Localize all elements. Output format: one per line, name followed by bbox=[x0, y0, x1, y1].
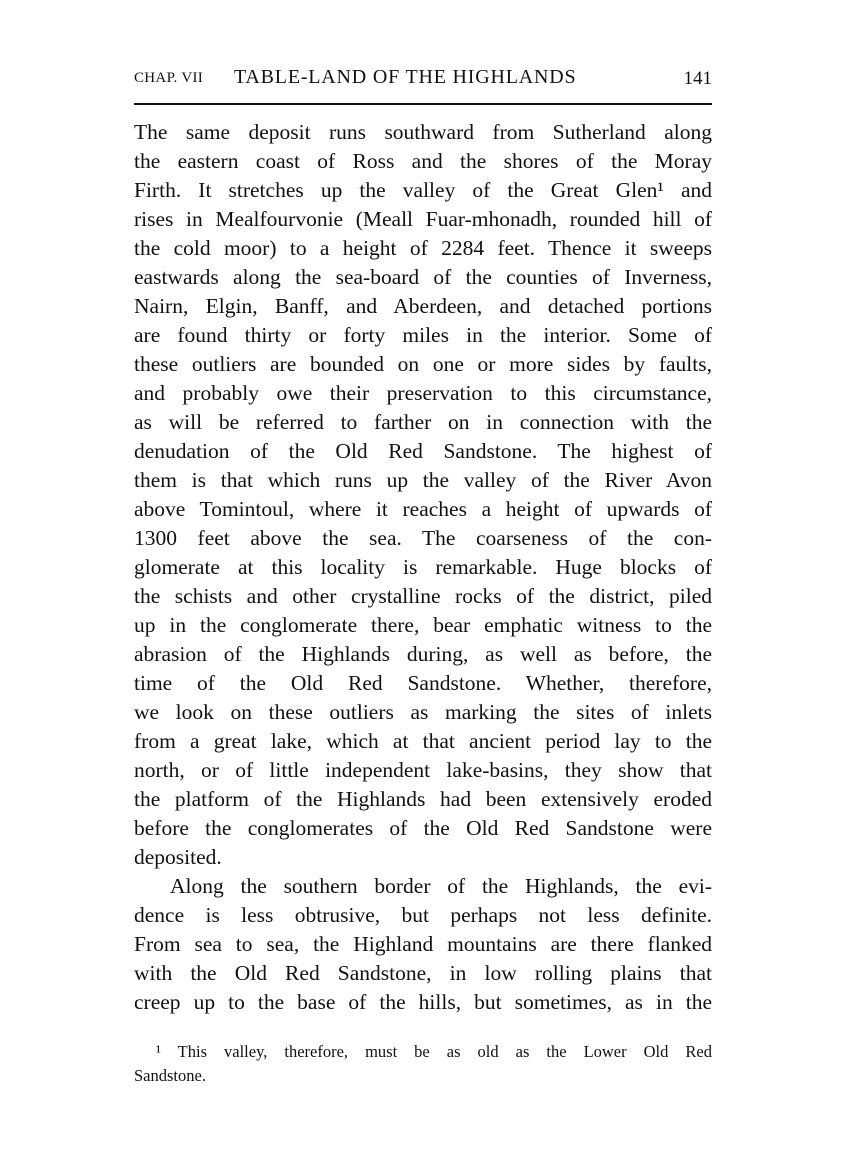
text-line: From sea to sea, the Highland mountains are there flanked bbox=[134, 932, 712, 956]
text-line: from a great lake, which at that ancient period lay to the bbox=[134, 729, 712, 753]
chapter-label: CHAP. VII bbox=[134, 70, 204, 86]
text-line: eastwards along the sea-board of the counties of Inverness, bbox=[134, 265, 712, 289]
page-number: 141 bbox=[683, 68, 712, 89]
text-line: before the conglomerates of the Old Red Sandstone were bbox=[134, 816, 712, 840]
text-line: creep up to the base of the hills, but sometimes, as in the bbox=[134, 990, 712, 1014]
text-line: Firth. It stretches up the valley of the Great Glen¹ and bbox=[134, 178, 712, 202]
text-line: are found thirty or forty miles in the interior. Some of bbox=[134, 323, 712, 347]
text-line: Nairn, Elgin, Banff, and Aberdeen, and detached portions bbox=[134, 294, 712, 318]
text-line: time of the Old Red Sandstone. Whether, therefore, bbox=[134, 671, 712, 695]
body-text bbox=[134, 118, 712, 1017]
text-line: denudation of the Old Red Sandstone. The highest of bbox=[134, 439, 712, 463]
running-title: TABLE-LAND OF THE HIGHLANDS bbox=[234, 66, 577, 88]
text-line: above Tomintoul, where it reaches a height of upwards of bbox=[134, 497, 712, 521]
text-line: the schists and other crystalline rocks of the district, piled bbox=[134, 584, 712, 608]
text-line: 1300 feet above the sea. The coarseness of the con- bbox=[134, 526, 712, 550]
text-line: and probably owe their preservation to this circumstance, bbox=[134, 381, 712, 405]
text-line: the platform of the Highlands had been extensively eroded bbox=[134, 787, 712, 811]
text-line: glomerate at this locality is remarkable. Huge blocks of bbox=[134, 555, 712, 579]
text-line: up in the conglomerate there, bear emphatic witness to the bbox=[134, 613, 712, 637]
text-line: the cold moor) to a height of 2284 feet. Thence it sweeps bbox=[134, 236, 712, 260]
text-line: we look on these outliers as marking the sites of inlets bbox=[134, 700, 712, 724]
text-line: the eastern coast of Ross and the shores of the Moray bbox=[134, 149, 712, 173]
text-line: rises in Mealfourvonie (Meall Fuar-mhonadh, rounded hill of bbox=[134, 207, 712, 231]
running-header bbox=[134, 66, 712, 96]
text-line: north, or of little independent lake-basins, they show that bbox=[134, 758, 712, 782]
text-line: with the Old Red Sandstone, in low rolling plains that bbox=[134, 961, 712, 985]
text-line: The same deposit runs southward from Sutherland along bbox=[134, 120, 712, 144]
footnote bbox=[134, 1040, 712, 1088]
text-line: them is that which runs up the valley of the River Avon bbox=[134, 468, 712, 492]
header-rule bbox=[134, 103, 712, 105]
text-line: as will be referred to farther on in connection with the bbox=[134, 410, 712, 434]
text-line: these outliers are bounded on one or more sides by faults, bbox=[134, 352, 712, 376]
text-line: deposited. bbox=[134, 845, 222, 869]
text-line: dence is less obtrusive, but perhaps not less definite. bbox=[134, 903, 712, 927]
footnote-line: ¹ This valley, therefore, must be as old as the Lower Old Red bbox=[156, 1042, 712, 1061]
text-line: Along the southern border of the Highlands, the evi- bbox=[170, 874, 712, 898]
text-line: abrasion of the Highlands during, as well as before, the bbox=[134, 642, 712, 666]
footnote-line: Sandstone. bbox=[134, 1066, 206, 1085]
